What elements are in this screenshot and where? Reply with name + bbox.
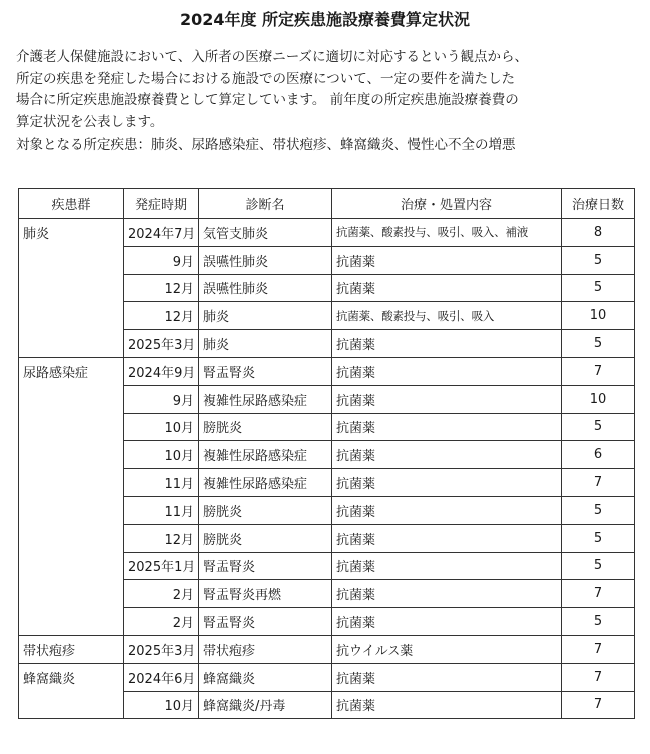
diagnosis-cell: 肺炎 (199, 330, 332, 358)
table-row (19, 469, 635, 497)
disease-group-cell (19, 469, 124, 497)
table-row (19, 608, 635, 636)
treatment-days-cell: 7 (562, 469, 635, 497)
diagnosis-cell: 膀胱炎 (199, 413, 332, 441)
onset-cell: 2025年3月 (124, 635, 199, 663)
disease-group-cell (19, 274, 124, 302)
treatment-days-cell: 5 (562, 413, 635, 441)
treatment-cell: 抗菌薬 (332, 385, 562, 413)
table-row (19, 441, 635, 469)
treatment-cell: 抗菌薬、酸素投与、吸引、吸入、補液 (332, 219, 562, 247)
table-row (19, 330, 635, 358)
diagnosis-cell: 複雑性尿路感染症 (199, 385, 332, 413)
table-body (19, 219, 635, 719)
target-diseases: 対象となる所定疾患：肺炎、尿路感染症、帯状疱疹、蜂窩織炎、慢性心不全の増悪 (16, 137, 516, 153)
table-row (19, 496, 635, 524)
header-onset: 発症時期 (124, 189, 199, 219)
treatment-days-cell: 5 (562, 274, 635, 302)
treatment-cell: 抗菌薬 (332, 663, 562, 691)
onset-cell: 11月 (124, 496, 199, 524)
diagnosis-cell: 複雑性尿路感染症 (199, 469, 332, 497)
diagnosis-cell: 複雑性尿路感染症 (199, 441, 332, 469)
disease-group-cell (19, 302, 124, 330)
diagnosis-cell: 蜂窩織炎 (199, 663, 332, 691)
treatment-cell: 抗菌薬 (332, 246, 562, 274)
diagnosis-cell: 肺炎 (199, 302, 332, 330)
onset-cell: 2月 (124, 608, 199, 636)
onset-cell: 2月 (124, 580, 199, 608)
treatment-cell: 抗菌薬 (332, 274, 562, 302)
table-row (19, 302, 635, 330)
disease-group-cell (19, 524, 124, 552)
diagnosis-cell: 腎盂腎炎 (199, 357, 332, 385)
treatment-cell: 抗菌薬 (332, 691, 562, 719)
treatment-days-cell: 5 (562, 524, 635, 552)
table-row (19, 524, 635, 552)
table-row (19, 357, 635, 385)
header-treatment: 治療・処置内容 (332, 189, 562, 219)
table-row (19, 580, 635, 608)
diagnosis-cell: 蜂窩織炎/丹毒 (199, 691, 332, 719)
onset-cell: 10月 (124, 441, 199, 469)
onset-cell: 9月 (124, 246, 199, 274)
table-row (19, 691, 635, 719)
treatment-days-cell: 7 (562, 357, 635, 385)
treatment-cell: 抗菌薬 (332, 496, 562, 524)
table-row (19, 552, 635, 580)
disease-group-cell (19, 691, 124, 719)
disease-group-cell (19, 608, 124, 636)
header-disease-group: 疾患群 (19, 189, 124, 219)
table-row (19, 413, 635, 441)
treatment-days-cell: 8 (562, 219, 635, 247)
treatment-cell: 抗菌薬 (332, 524, 562, 552)
intro-line: 場合に所定疾患施設療養費として算定しています。 前年度の所定疾患施設療養費の (16, 92, 519, 108)
table-row (19, 246, 635, 274)
onset-cell: 12月 (124, 274, 199, 302)
header-diagnosis: 診断名 (199, 189, 332, 219)
disease-group-cell (19, 496, 124, 524)
conditions-table (18, 188, 635, 719)
disease-group-cell (19, 413, 124, 441)
onset-cell: 12月 (124, 302, 199, 330)
treatment-cell: 抗菌薬 (332, 469, 562, 497)
onset-cell: 2024年6月 (124, 663, 199, 691)
treatment-cell: 抗菌薬 (332, 441, 562, 469)
table-row (19, 274, 635, 302)
treatment-days-cell: 10 (562, 385, 635, 413)
onset-cell: 12月 (124, 524, 199, 552)
treatment-days-cell: 5 (562, 246, 635, 274)
disease-group-cell: 尿路感染症 (19, 357, 124, 385)
table-row (19, 219, 635, 247)
treatment-days-cell: 6 (562, 441, 635, 469)
diagnosis-cell: 気管支肺炎 (199, 219, 332, 247)
disease-group-cell (19, 580, 124, 608)
diagnosis-cell: 膀胱炎 (199, 524, 332, 552)
disease-group-cell (19, 385, 124, 413)
diagnosis-cell: 腎盂腎炎 (199, 552, 332, 580)
onset-cell: 2024年7月 (124, 219, 199, 247)
disease-group-cell: 蜂窩織炎 (19, 663, 124, 691)
intro-line: 算定状況を公表します。 (16, 113, 164, 130)
treatment-cell: 抗菌薬 (332, 357, 562, 385)
diagnosis-cell: 誤嚥性肺炎 (199, 246, 332, 274)
table-header-row (19, 189, 635, 219)
diagnosis-cell: 誤嚥性肺炎 (199, 274, 332, 302)
treatment-days-cell: 7 (562, 635, 635, 663)
table-row (19, 663, 635, 691)
intro-line: 所定の疾患を発症した場合における施設での医療について、一定の要件を満たした (16, 70, 515, 87)
diagnosis-cell: 帯状疱疹 (199, 635, 332, 663)
diagnosis-cell: 膀胱炎 (199, 496, 332, 524)
disease-group-cell: 帯状疱疹 (19, 635, 124, 663)
onset-cell: 10月 (124, 691, 199, 719)
onset-cell: 9月 (124, 385, 199, 413)
onset-cell: 2025年1月 (124, 552, 199, 580)
treatment-days-cell: 5 (562, 608, 635, 636)
onset-cell: 10月 (124, 413, 199, 441)
treatment-days-cell: 7 (562, 691, 635, 719)
treatment-cell: 抗菌薬 (332, 413, 562, 441)
disease-group-cell (19, 246, 124, 274)
onset-cell: 2024年9月 (124, 357, 199, 385)
disease-group-cell (19, 441, 124, 469)
treatment-days-cell: 5 (562, 552, 635, 580)
treatment-days-cell: 7 (562, 663, 635, 691)
treatment-days-cell: 5 (562, 496, 635, 524)
disease-group-cell: 肺炎 (19, 219, 124, 247)
treatment-cell: 抗菌薬 (332, 608, 562, 636)
treatment-cell: 抗菌薬、酸素投与、吸引、吸入 (332, 302, 562, 330)
diagnosis-cell: 腎盂腎炎再燃 (199, 580, 332, 608)
table-row (19, 385, 635, 413)
intro-text (16, 47, 640, 157)
onset-cell: 11月 (124, 469, 199, 497)
intro-line: 介護老人保健施設において、入所者の医療ニーズに適切に対応するという観点から、 (16, 49, 529, 65)
document-title: 2024年度 所定疾患施設療養費算定状況 (179, 10, 471, 29)
treatment-cell: 抗菌薬 (332, 552, 562, 580)
diagnosis-cell: 腎盂腎炎 (199, 608, 332, 636)
treatment-days-cell: 7 (562, 580, 635, 608)
treatment-cell: 抗菌薬 (332, 330, 562, 358)
disease-group-cell (19, 552, 124, 580)
treatment-cell: 抗菌薬 (332, 580, 562, 608)
disease-group-cell (19, 330, 124, 358)
treatment-days-cell: 10 (562, 302, 635, 330)
treatment-days-cell: 5 (562, 330, 635, 358)
treatment-cell: 抗ウイルス薬 (332, 635, 562, 663)
onset-cell: 2025年3月 (124, 330, 199, 358)
header-treatment-days: 治療日数 (562, 189, 635, 219)
table-row (19, 635, 635, 663)
